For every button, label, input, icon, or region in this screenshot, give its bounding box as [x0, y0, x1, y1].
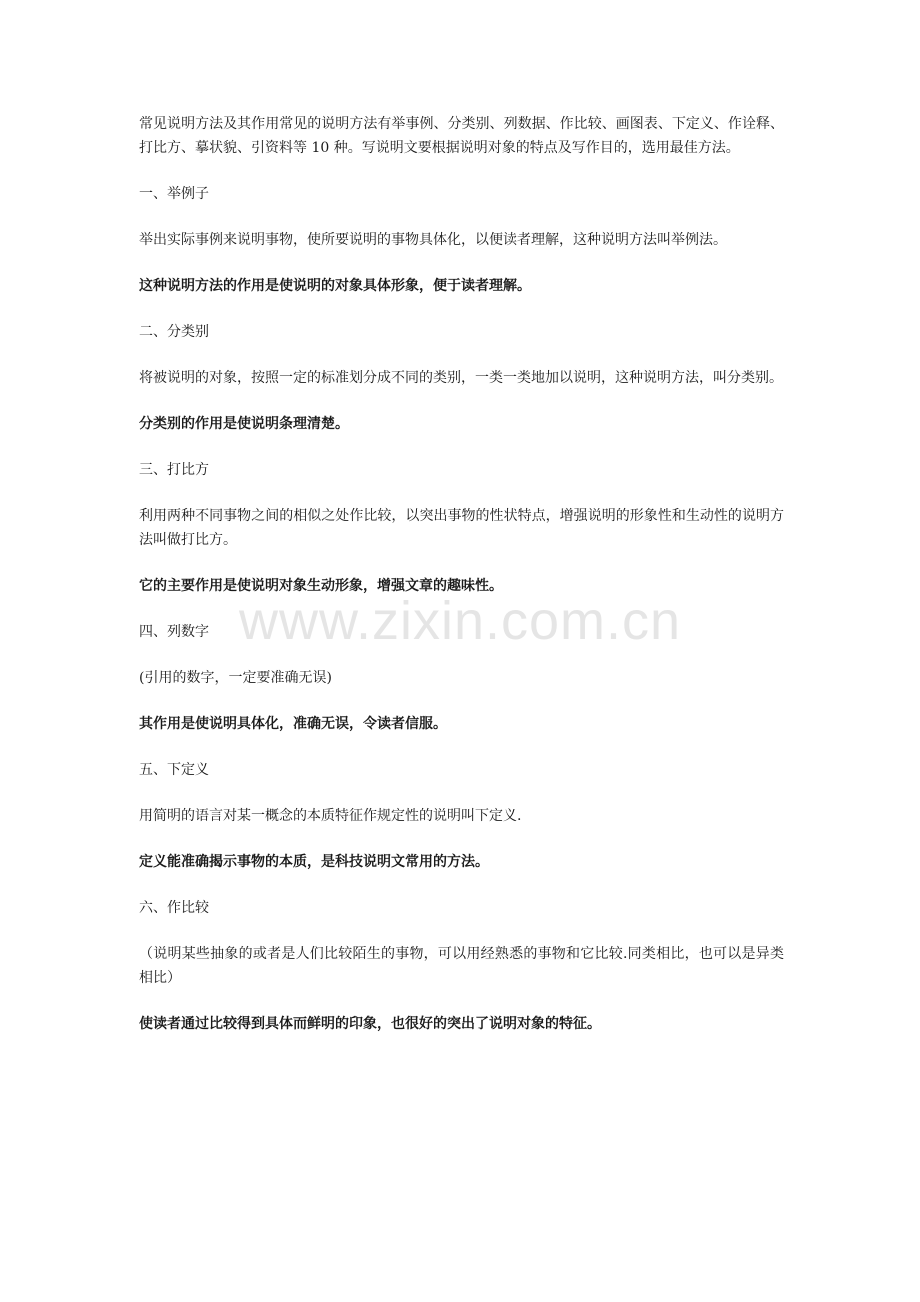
section-function-4: 其作用是使说明具体化，准确无误，令读者信服。	[139, 716, 447, 732]
section-text-5: 用简明的语言对某一概念的本质特征作规定性的说明叫下定义.	[139, 808, 522, 824]
document-body	[139, 112, 784, 1036]
section-heading-5: 五、下定义	[139, 762, 209, 778]
section-function-6: 使读者通过比较得到具体而鲜明的印象，也很好的突出了说明对象的特征。	[139, 1016, 601, 1032]
section-function-3: 它的主要作用是使说明对象生动形象，增强文章的趣味性。	[139, 578, 503, 594]
section-text-3: 利用两种不同事物之间的相似之处作比较，以突出事物的性状特点，增强说明的形象性和生动性的说明方法叫做打比方。	[139, 508, 784, 548]
section-heading-1: 一、举例子	[139, 186, 209, 202]
section-heading-2: 二、分类别	[139, 324, 209, 340]
section-function-1: 这种说明方法的作用是使说明的对象具体形象，便于读者理解。	[139, 278, 531, 294]
section-heading-4: 四、列数字	[139, 624, 209, 640]
watermark: www.zixin.com.cn	[238, 591, 682, 651]
section-text-4: (引用的数字，一定要准确无误)	[139, 670, 332, 686]
section-heading-3: 三、打比方	[139, 462, 209, 478]
section-function-2: 分类别的作用是使说明条理清楚。	[139, 416, 349, 432]
section-text-6: （说明某些抽象的或者是人们比较陌生的事物，可以用经熟悉的事物和它比较.同类相比，也可以是异类相比）	[139, 946, 784, 986]
section-function-5: 定义能准确揭示事物的本质，是科技说明文常用的方法。	[139, 854, 489, 870]
intro-paragraph: 常见说明方法及其作用常见的说明方法有举事例、分类别、列数据、作比较、画图表、下定义、作诠释、打比方、摹状貌、引资料等 10 种。写说明文要根据说明对象的特点及写作目的，选用最佳方法。	[139, 116, 784, 156]
section-heading-6: 六、作比较	[139, 900, 209, 916]
section-text-2: 将被说明的对象，按照一定的标准划分成不同的类别，一类一类地加以说明，这种说明方法，叫分类别。	[139, 370, 783, 386]
section-text-1: 举出实际事例来说明事物，使所要说明的事物具体化，以便读者理解，这种说明方法叫举例法。	[139, 232, 727, 248]
